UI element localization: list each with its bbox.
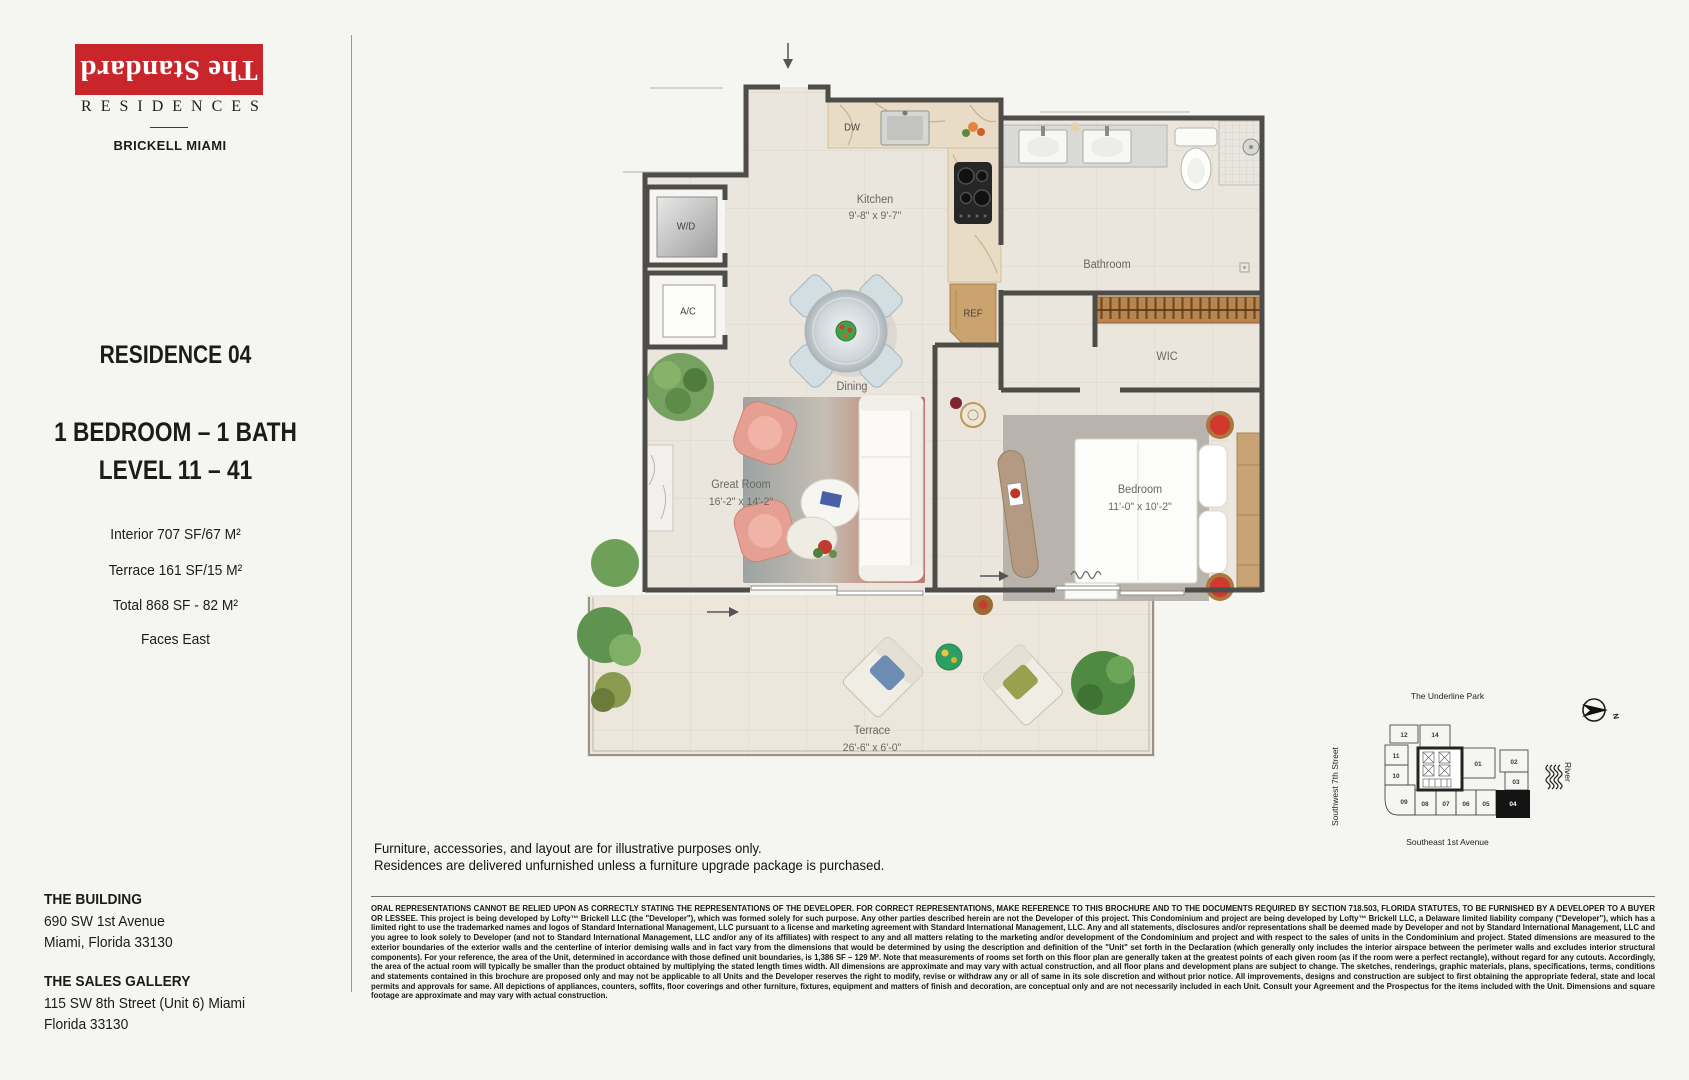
location-label: BRICKELL MIAMI [113, 138, 227, 153]
wic-label: WIC [1156, 351, 1178, 363]
great-room-dims: 16'-2" x 14'-2" [708, 496, 774, 508]
gallery-address-2: Florida 33130 [44, 1017, 129, 1033]
ac-label: A/C [680, 306, 696, 318]
refrigerator-label: REF [963, 308, 983, 320]
underline-park-label: The Underline Park [1410, 691, 1485, 701]
kitchen-label: Kitchen [856, 194, 894, 206]
compass-north: N [1611, 712, 1621, 720]
orientation: Faces East [140, 631, 211, 648]
keyplan-unit-06: 06 [1462, 801, 1470, 808]
keyplan-unit-12: 12 [1400, 732, 1408, 739]
bed-bench [1065, 583, 1117, 599]
keyplan-unit-10: 10 [1392, 773, 1400, 780]
interior-area: Interior 707 SF/67 M² [110, 526, 241, 543]
unit-type: 1 BEDROOM – 1 BATH [54, 417, 297, 447]
entry-arrow [783, 43, 793, 69]
keyplan-unit-07: 07 [1442, 801, 1450, 808]
floor-plan [575, 35, 1275, 775]
legal-disclaimer: ORAL REPRESENTATIONS CANNOT BE RELIED UPON AS CORRECTLY STATING THE REPRESENTATIONS OF THE DEVELOPER. FOR CORRECT REPRESENTATIONS, MAKE REFERENCE TO THIS BROCHURE AND TO THE DOCUMENTS REQUIRED BY SECTION 718.503, FLORIDA STATUTES, TO BE FURNISHED BY A DEVELOPER TO A BUYER OR LESSEE. This project is being developed by Lofty™ Brickell LLC (the "Developer"), which was formed solely for such purpose. Any other parties described herein are not the Developer of this project. This Condominium and project are being developed by Lofty™ Brickell LLC, a Delaware limited liability company ("Developer"), which has a limited right to use the trademarked names and logos of Standard International Management, LLC pursuant to a license and marketing agreement with Standard International Management, LLC. Any and all statements, disclosures and/or representations shall be deemed made by Developer and not by Standard International Management, LLC and you agree to look solely to Developer (and not to Standard International Management, LLC and/or any of its affiliates) with respect to any and all matters relating to the marketing and/or development of the Condominium and project and with respect to the sales of units in the Condominium and project. Stated dimensions are measured to the exterior boundaries of the exterior walls and the centerline of interior demising walls and in fact vary from the dimensions that would be determined by using the description and definition of the "Unit" set forth in the Declaration (which generally only includes the interior airspace between the perimeter walls and excludes interior structural components). For your reference, the area of the Unit, determined in accordance with those defined unit boundaries, is 1,386 SF – 129 M². Note that measurements of rooms set forth on this floor plan are generally taken at the greatest points of each given room (as if the room were a perfect rectangle), without regard for any cutouts. Accordingly, the area of the actual room will typically be smaller than the product obtained by multiplying the stated length times width. All dimensions are approximate and may vary with actual construction, and all floor plans and development plans are subject to change. The sketches, renderings, graphic materials, plans, specifications, terms, conditions and statements contained in this brochure are proposed only and may not be applicable to all Units and the Developer reserves the right to modify, revise or withdraw any or all of same in its sole discretion and without prior notice. All improvements, designs and construction are subject to first obtaining the appropriate federal, state and local permits and approvals for same. All depictions of appliances, counters, soffits, floor coverings and other furniture, fixtures, equipment and matters of finish and decoration, are conceptual only and are not necessarily included in each Unit. Consult your Agreement and the Prospectus for the items included with the Unit. Dimensions and square footage are approximate and may vary with actual construction. [371, 904, 1655, 1001]
washer-dryer-label: W/D [676, 221, 696, 233]
furniture-note-line1: Furniture, accessories, and layout are for illustrative purposes only. [374, 841, 762, 856]
bathroom-vanity [1003, 123, 1167, 168]
bedroom-dims: 11'-0" x 10'-2" [1108, 501, 1172, 513]
logo-divider [150, 127, 188, 128]
terrace-dims: 26'-6" x 6'-0" [842, 742, 902, 754]
keyplan-unit-03: 03 [1512, 779, 1520, 786]
keyplan-unit-01: 01 [1474, 761, 1482, 768]
logo-text: The Standard [80, 54, 258, 86]
key-plan-drawing [1330, 690, 1630, 865]
residences-wordmark: RESIDENCES [81, 98, 268, 115]
river-waves-icon [1546, 765, 1562, 789]
total-area: Total 868 SF - 82 M² [112, 597, 239, 614]
vertical-divider [351, 35, 352, 992]
gallery-address-1: 115 SW 8th Street (Unit 6) Miami [44, 996, 246, 1012]
keyplan-unit-02: 02 [1510, 759, 1518, 766]
furniture-note [374, 841, 884, 874]
keyplan-unit-09: 09 [1400, 799, 1408, 806]
floor-plan-drawing [575, 35, 1275, 775]
sofa [859, 395, 923, 581]
bathroom-label: Bathroom [1083, 259, 1131, 271]
compass-icon [1582, 699, 1621, 721]
shower [1219, 121, 1262, 185]
southeast-1st-avenue-label: Southeast 1st Avenue [1406, 837, 1489, 847]
keyplan-unit-08: 08 [1421, 801, 1429, 808]
building-address-1: 690 SW 1st Avenue [44, 914, 165, 930]
dining-set [787, 272, 905, 390]
kitchen-sink [881, 111, 929, 146]
terrace-label: Terrace [853, 725, 891, 737]
nightstand [1206, 573, 1234, 601]
southwest-7th-street-label: Southwest 7th Street [1330, 747, 1340, 826]
bedroom-label: Bedroom [1117, 484, 1163, 496]
keyplan-unit-04: 04 [1509, 801, 1517, 808]
tray-table [973, 595, 993, 615]
dining-label: Dining [836, 381, 868, 393]
plant [646, 353, 714, 421]
key-plan [1330, 690, 1630, 865]
terrace-area: Terrace 161 SF/15 M² [108, 562, 243, 579]
building-core [1418, 748, 1462, 790]
keyplan-unit-05: 05 [1482, 801, 1490, 808]
marble-console [647, 445, 673, 531]
disclaimer-divider [371, 896, 1655, 897]
gallery-label: THE SALES GALLERY [44, 974, 191, 990]
building-label: THE BUILDING [44, 892, 142, 908]
side-table [936, 644, 962, 670]
keyplan-unit-14: 14 [1431, 732, 1439, 739]
cooktop [954, 162, 992, 224]
plant [1071, 651, 1135, 715]
building-address-2: Miami, Florida 33130 [44, 935, 173, 951]
keyplan-unit-11: 11 [1392, 753, 1400, 760]
river-label: River [1563, 762, 1573, 782]
kitchen-dims: 9'-8" x 9'-7" [848, 210, 902, 222]
closet-rod [1097, 297, 1261, 323]
unit-level: LEVEL 11 – 41 [98, 455, 253, 485]
dishwasher-label: DW [844, 122, 860, 134]
furniture-note-line2: Residences are delivered unfurnished unless a furniture upgrade package is purchased. [374, 857, 885, 873]
nightstand [1206, 411, 1234, 439]
residence-title: RESIDENCE 04 [99, 341, 252, 369]
great-room-label: Great Room [711, 479, 771, 491]
the-standard-logo [75, 44, 263, 95]
